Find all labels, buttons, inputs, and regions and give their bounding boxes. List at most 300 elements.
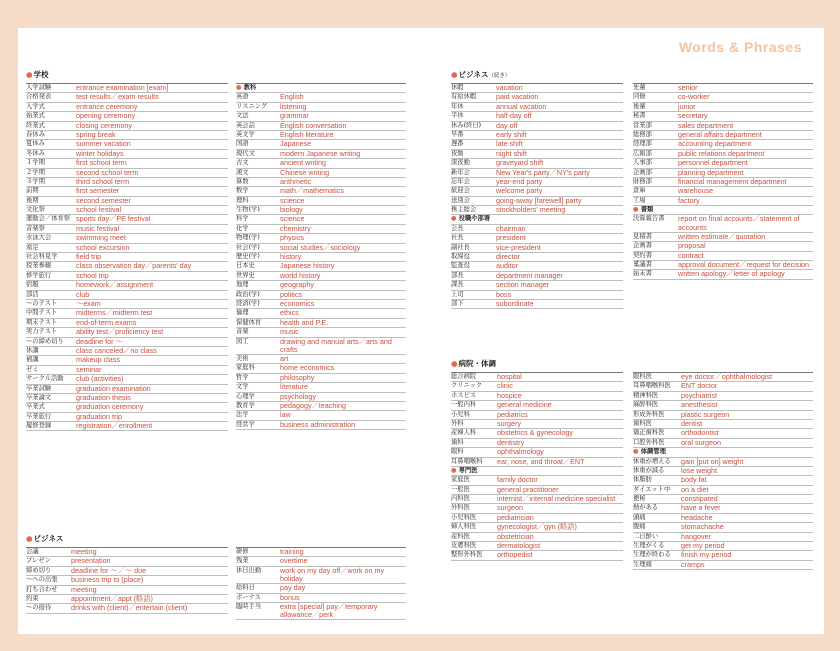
vocab-row bbox=[633, 411, 813, 420]
vocab-row bbox=[633, 551, 813, 560]
japanese-term bbox=[451, 448, 497, 456]
japanese-term bbox=[26, 93, 76, 101]
japanese-term bbox=[236, 253, 280, 261]
vocab-row bbox=[633, 233, 813, 242]
term-text: 補講 bbox=[26, 356, 39, 364]
japanese-term bbox=[633, 187, 678, 195]
vocab-row bbox=[26, 356, 228, 365]
english-translation: ENT doctor bbox=[681, 381, 718, 391]
subheading-label bbox=[633, 448, 666, 456]
japanese-term bbox=[26, 422, 76, 430]
english-translation: public relations department bbox=[678, 148, 765, 158]
japanese-term bbox=[236, 225, 280, 233]
term-text: 耳鼻咽喉科医 bbox=[633, 382, 671, 390]
vocab-row bbox=[26, 604, 228, 613]
japanese-term bbox=[26, 197, 76, 205]
english-translation: bonus bbox=[280, 592, 300, 602]
term-text: 内科医 bbox=[451, 495, 470, 503]
japanese-term bbox=[451, 429, 497, 437]
english-translation: grammar bbox=[280, 111, 309, 121]
term-text: 新年会 bbox=[451, 168, 470, 176]
section-title-business-continued: ●ビジネス（続き） bbox=[451, 70, 511, 79]
term-text: １学期 bbox=[26, 159, 45, 167]
term-text: 生物(学) bbox=[236, 206, 260, 214]
term-text: 〜の接待 bbox=[26, 604, 52, 612]
japanese-term bbox=[26, 140, 76, 148]
vocab-row bbox=[451, 542, 623, 551]
english-translation: music festival bbox=[76, 223, 120, 233]
english-translation: vice-president bbox=[496, 242, 541, 252]
vocab-row bbox=[236, 584, 406, 593]
english-translation: school trip bbox=[76, 270, 109, 280]
japanese-term bbox=[633, 401, 681, 409]
japanese-term bbox=[633, 373, 681, 381]
term-text: 決算報告書 bbox=[633, 215, 665, 223]
term-text: 〜への出張 bbox=[26, 576, 58, 584]
term-text: 生理がくる bbox=[633, 542, 665, 550]
term-text: 哲学 bbox=[236, 373, 249, 381]
term-text: 春休み bbox=[26, 130, 45, 138]
term-text: 専門医 bbox=[458, 466, 478, 474]
japanese-term bbox=[236, 272, 280, 280]
vocab-row bbox=[633, 197, 813, 206]
japanese-term bbox=[451, 533, 497, 541]
japanese-term bbox=[633, 467, 681, 475]
term-text: 課長 bbox=[451, 281, 464, 289]
bullet-icon: ● bbox=[451, 215, 459, 223]
japanese-term bbox=[236, 169, 280, 177]
japanese-term bbox=[451, 234, 496, 242]
vocab-row bbox=[236, 215, 406, 224]
term-text: 生理痛 bbox=[633, 560, 652, 568]
english-translation: general affairs department bbox=[678, 129, 762, 139]
japanese-term bbox=[451, 93, 496, 101]
term-text: 矯正歯科医 bbox=[633, 429, 665, 437]
term-text: 法学 bbox=[236, 411, 249, 419]
term-text: 算数 bbox=[236, 177, 249, 185]
english-translation: secretary bbox=[678, 111, 708, 121]
english-translation: modern Japanese writing bbox=[280, 148, 361, 158]
vocab-row bbox=[633, 83, 813, 93]
english-translation: ancient writing bbox=[280, 158, 326, 168]
english-translation: psychiatrist bbox=[681, 390, 717, 400]
vocab-row bbox=[236, 603, 406, 620]
japanese-term bbox=[26, 548, 71, 556]
english-translation: hangover bbox=[681, 531, 711, 541]
vocab-row bbox=[633, 270, 813, 279]
english-translation: obstetrician bbox=[497, 531, 534, 541]
japanese-term bbox=[451, 225, 496, 233]
english-translation: have a fever bbox=[681, 503, 721, 513]
japanese-term bbox=[633, 411, 681, 419]
school-list-right bbox=[236, 83, 406, 430]
japanese-term bbox=[451, 187, 496, 195]
japanese-term bbox=[236, 187, 280, 195]
term-text: 社会科見学 bbox=[26, 253, 58, 261]
japanese-term bbox=[26, 375, 76, 383]
japanese-term bbox=[451, 262, 496, 270]
term-text: 地理 bbox=[236, 281, 249, 289]
subheading-label bbox=[451, 215, 490, 223]
english-translation: sports day／PE festival bbox=[76, 214, 151, 224]
english-translation: home economics bbox=[280, 363, 335, 373]
japanese-term bbox=[26, 347, 76, 355]
japanese-term bbox=[633, 476, 681, 484]
english-translation: family doctor bbox=[497, 475, 538, 485]
japanese-term bbox=[26, 300, 76, 308]
japanese-term bbox=[26, 309, 76, 317]
english-translation: graduation trip bbox=[76, 411, 122, 421]
english-translation: business trip to (place) bbox=[71, 575, 144, 585]
japanese-term bbox=[451, 122, 496, 130]
japanese-term bbox=[451, 486, 497, 494]
japanese-term bbox=[451, 197, 496, 205]
japanese-term bbox=[236, 548, 280, 556]
japanese-term bbox=[236, 594, 280, 602]
term-text: 休講 bbox=[26, 346, 39, 354]
vocab-row bbox=[236, 319, 406, 328]
term-text: 臨時手当 bbox=[236, 602, 262, 610]
business-list-left bbox=[26, 547, 228, 614]
japanese-term bbox=[451, 439, 497, 447]
vocab-row bbox=[236, 547, 406, 557]
term-text: サークル活動 bbox=[26, 375, 64, 383]
english-translation: English literature bbox=[280, 129, 334, 139]
japanese-term bbox=[451, 495, 497, 503]
english-translation: personnel department bbox=[678, 158, 748, 168]
japanese-term bbox=[236, 178, 280, 186]
vocab-row bbox=[451, 244, 623, 253]
vocab-row bbox=[633, 486, 813, 495]
japanese-term bbox=[451, 272, 496, 280]
term-text: 監査役 bbox=[451, 262, 470, 270]
japanese-term bbox=[633, 458, 681, 466]
japanese-term bbox=[451, 392, 497, 400]
term-text: 卒業旅行 bbox=[26, 412, 52, 420]
vocab-row bbox=[26, 281, 228, 290]
japanese-term bbox=[26, 84, 76, 92]
english-translation: field trip bbox=[76, 252, 102, 262]
english-translation: physics bbox=[280, 233, 304, 243]
english-translation: registration／enrollment bbox=[76, 421, 153, 431]
vocab-row bbox=[236, 244, 406, 253]
term-text: 小児科医 bbox=[451, 513, 477, 521]
vocab-row bbox=[633, 561, 813, 570]
term-text: 家庭医 bbox=[451, 476, 470, 484]
vocab-row bbox=[236, 187, 406, 196]
japanese-term bbox=[236, 159, 280, 167]
bullet-icon: ● bbox=[236, 84, 244, 91]
english-translation: makeup class bbox=[76, 355, 120, 365]
vocab-row bbox=[26, 225, 228, 234]
vocab-row bbox=[26, 150, 228, 159]
japanese-term bbox=[26, 131, 76, 139]
japanese-term bbox=[26, 159, 76, 167]
term-text: 歯科医 bbox=[633, 419, 652, 427]
japanese-term bbox=[26, 215, 76, 223]
japanese-term bbox=[236, 364, 280, 372]
term-text: 体重が増える bbox=[633, 457, 671, 465]
english-translation: chemistry bbox=[280, 223, 311, 233]
term-text: 副社長 bbox=[451, 243, 470, 251]
english-translation: accounting department bbox=[678, 139, 752, 149]
vocab-row bbox=[26, 328, 228, 337]
english-translation: finish my period bbox=[681, 550, 732, 560]
business-cont-list-left bbox=[451, 83, 623, 309]
term-text: 英語 bbox=[236, 93, 249, 101]
english-translation: gynecologist／gyn (略語) bbox=[497, 522, 577, 532]
japanese-term bbox=[236, 215, 280, 223]
vocab-row bbox=[26, 422, 228, 431]
english-translation: opening ceremony bbox=[76, 111, 136, 121]
japanese-term bbox=[633, 486, 681, 494]
vocab-row bbox=[236, 421, 406, 430]
vocab-row bbox=[236, 103, 406, 112]
vocab-row bbox=[236, 262, 406, 271]
section-title-business: ●ビジネス bbox=[26, 534, 64, 543]
vocab-row bbox=[26, 547, 228, 557]
term-text: 取締役 bbox=[451, 253, 470, 261]
english-translation: math／mathematics bbox=[280, 186, 344, 196]
english-translation: lose weight bbox=[681, 465, 717, 475]
english-translation: gain [put on] weight bbox=[681, 456, 744, 466]
term-text: 前期 bbox=[26, 187, 39, 195]
term-text: 〜のテスト bbox=[26, 299, 58, 307]
term-text: 英文学 bbox=[236, 130, 255, 138]
japanese-term bbox=[26, 567, 71, 575]
vocab-row bbox=[633, 504, 813, 513]
english-translation: written apology／letter of apology bbox=[678, 269, 785, 279]
english-translation: deadline for 〜／〜 due bbox=[71, 565, 147, 575]
english-translation: co-worker bbox=[678, 92, 710, 102]
vocab-row bbox=[633, 392, 813, 401]
term-text: 合格発表 bbox=[26, 93, 52, 101]
term-text: 物理(学) bbox=[236, 234, 260, 242]
japanese-term bbox=[451, 382, 497, 390]
japanese-term bbox=[633, 392, 681, 400]
japanese-term bbox=[26, 122, 76, 130]
term-text: 歴史(学) bbox=[236, 253, 260, 261]
japanese-term bbox=[633, 242, 678, 250]
term-text: 同僚 bbox=[633, 93, 646, 101]
japanese-term bbox=[633, 150, 678, 158]
japanese-term bbox=[26, 225, 76, 233]
english-translation: eye doctor／ophthalmologist bbox=[681, 372, 773, 381]
japanese-term bbox=[633, 495, 681, 503]
japanese-term bbox=[633, 523, 681, 531]
english-translation: graveyard shift bbox=[496, 158, 544, 168]
vocab-row bbox=[451, 411, 623, 420]
term-text: 文法 bbox=[236, 112, 249, 120]
japanese-term bbox=[26, 595, 71, 603]
vocab-row bbox=[451, 112, 623, 121]
vocab-row bbox=[451, 382, 623, 391]
english-translation: science bbox=[280, 214, 305, 224]
term-text: 美術 bbox=[236, 354, 249, 362]
japanese-term bbox=[26, 394, 76, 402]
english-translation: stomachache bbox=[681, 522, 724, 532]
japanese-term bbox=[26, 272, 76, 280]
term-text: 役職や部署 bbox=[458, 215, 491, 223]
term-text: 心理学 bbox=[236, 392, 255, 400]
term-text: 広報部 bbox=[633, 149, 652, 157]
japanese-term bbox=[451, 300, 496, 308]
japanese-term bbox=[451, 253, 496, 261]
term-text: 打ち合わせ bbox=[26, 585, 58, 593]
english-translation: proposal bbox=[678, 241, 706, 251]
term-text: 文化祭 bbox=[26, 206, 45, 214]
english-translation: annual vacation bbox=[496, 101, 547, 111]
japanese-term bbox=[451, 373, 497, 381]
english-translation: meeting bbox=[71, 584, 97, 594]
term-text: 休み(終日) bbox=[451, 121, 482, 129]
english-translation: music bbox=[280, 327, 299, 337]
english-translation: day off bbox=[496, 120, 518, 130]
japanese-term bbox=[236, 300, 280, 308]
english-translation: work on my day off／work on my holiday bbox=[280, 565, 385, 583]
japanese-term bbox=[451, 523, 497, 531]
japanese-term bbox=[236, 112, 280, 120]
term-text: 早番 bbox=[451, 130, 464, 138]
japanese-term bbox=[26, 403, 76, 411]
english-translation: history bbox=[280, 252, 302, 262]
term-text: 有給休暇 bbox=[451, 93, 477, 101]
japanese-term bbox=[26, 103, 76, 111]
english-translation: body fat bbox=[681, 475, 707, 485]
vocab-row bbox=[633, 372, 813, 382]
term-text: 科学 bbox=[236, 215, 249, 223]
term-text: 化学 bbox=[236, 224, 249, 232]
term-text: 皮膚科医 bbox=[451, 542, 477, 550]
term-text: 会議 bbox=[26, 548, 39, 555]
vocab-row bbox=[451, 429, 623, 438]
japanese-term bbox=[633, 382, 681, 390]
japanese-term bbox=[633, 103, 678, 111]
term-text: 会長 bbox=[451, 224, 464, 232]
vocab-row bbox=[236, 197, 406, 206]
term-text: 見積書 bbox=[633, 232, 652, 240]
japanese-term bbox=[26, 178, 76, 186]
english-translation: night shift bbox=[496, 148, 527, 158]
japanese-term bbox=[451, 420, 497, 428]
english-translation: law bbox=[280, 410, 291, 420]
term-text: 卒業論文 bbox=[26, 393, 52, 401]
english-translation: hospice bbox=[497, 390, 522, 400]
japanese-term bbox=[633, 270, 678, 278]
vocab-row bbox=[451, 551, 623, 560]
term-text: 音楽 bbox=[236, 328, 249, 336]
japanese-term bbox=[236, 584, 280, 592]
english-translation: English bbox=[280, 92, 304, 102]
vocab-row bbox=[451, 291, 623, 300]
vocab-row bbox=[236, 225, 406, 234]
term-text: 体脂肪 bbox=[633, 476, 652, 484]
vocab-row bbox=[26, 291, 228, 300]
vocab-row bbox=[633, 439, 813, 448]
term-text: 卒業試験 bbox=[26, 384, 52, 392]
term-text: 稟議書 bbox=[633, 261, 652, 269]
term-text: 熱がある bbox=[633, 504, 659, 512]
vocab-row bbox=[236, 206, 406, 215]
english-translation: seminar bbox=[76, 364, 102, 374]
english-translation: surgery bbox=[497, 418, 521, 428]
vocab-row bbox=[236, 291, 406, 300]
english-translation: director bbox=[496, 252, 520, 262]
term-text: 研修 bbox=[236, 548, 249, 555]
term-text: 精神科医 bbox=[633, 391, 659, 399]
japanese-term bbox=[633, 159, 678, 167]
term-text: ２学期 bbox=[26, 168, 45, 176]
term-text: 倉庫 bbox=[633, 187, 646, 195]
english-translation: vacation bbox=[496, 83, 523, 92]
term-text: 授業参観 bbox=[26, 262, 52, 270]
term-text: 部活 bbox=[26, 290, 39, 298]
japanese-term bbox=[236, 140, 280, 148]
japanese-term bbox=[633, 197, 678, 205]
term-text: 便秘 bbox=[633, 495, 646, 503]
vocab-row bbox=[26, 244, 228, 253]
english-translation: pediatrics bbox=[497, 409, 528, 419]
subheading-label bbox=[451, 467, 478, 475]
english-translation: listening bbox=[280, 101, 307, 111]
japanese-term bbox=[451, 112, 496, 120]
vocab-row bbox=[633, 420, 813, 429]
japanese-term bbox=[236, 393, 280, 401]
japanese-term bbox=[236, 557, 280, 565]
japanese-term bbox=[236, 262, 280, 270]
vocab-row bbox=[26, 197, 228, 206]
term-text: 水泳大会 bbox=[26, 234, 52, 242]
vocab-row bbox=[633, 467, 813, 476]
english-translation: headache bbox=[681, 512, 713, 522]
japanese-term bbox=[633, 551, 681, 559]
term-text: 総合病院 bbox=[451, 373, 477, 380]
japanese-term bbox=[633, 533, 681, 541]
english-translation: presentation bbox=[71, 556, 111, 566]
term-text: 後期 bbox=[26, 196, 39, 204]
english-translation: year-end party bbox=[496, 176, 543, 186]
english-translation: ability test／proficiency test bbox=[76, 327, 164, 337]
english-translation: training bbox=[280, 547, 304, 556]
japanese-term bbox=[26, 604, 71, 612]
vocab-row bbox=[633, 215, 813, 232]
english-translation: health and P.E. bbox=[280, 317, 329, 327]
japanese-term bbox=[451, 150, 496, 158]
japanese-term bbox=[26, 206, 76, 214]
bullet-icon: ● bbox=[633, 206, 641, 214]
vocab-row bbox=[633, 476, 813, 485]
english-translation: test results／exam results bbox=[76, 92, 159, 102]
english-translation: class canceled／no class bbox=[76, 345, 157, 355]
english-translation: winter holidays bbox=[76, 148, 124, 158]
vocab-row bbox=[451, 253, 623, 262]
japanese-term bbox=[633, 122, 678, 130]
term-text: 外科医 bbox=[451, 504, 470, 512]
vocab-row bbox=[633, 495, 813, 504]
japanese-term bbox=[236, 244, 280, 252]
english-translation: ethics bbox=[280, 308, 299, 318]
japanese-term bbox=[236, 150, 280, 158]
term-text: 遅番 bbox=[451, 140, 464, 148]
english-translation: English conversation bbox=[280, 120, 347, 130]
term-text: 整形外科医 bbox=[451, 551, 483, 559]
vocab-row bbox=[26, 347, 228, 356]
japanese-term bbox=[26, 319, 76, 327]
school-list-left bbox=[26, 83, 228, 431]
english-translation: entrance examination [exam] bbox=[76, 83, 169, 92]
english-translation: ophthalmology bbox=[497, 447, 544, 457]
japanese-term bbox=[236, 206, 280, 214]
